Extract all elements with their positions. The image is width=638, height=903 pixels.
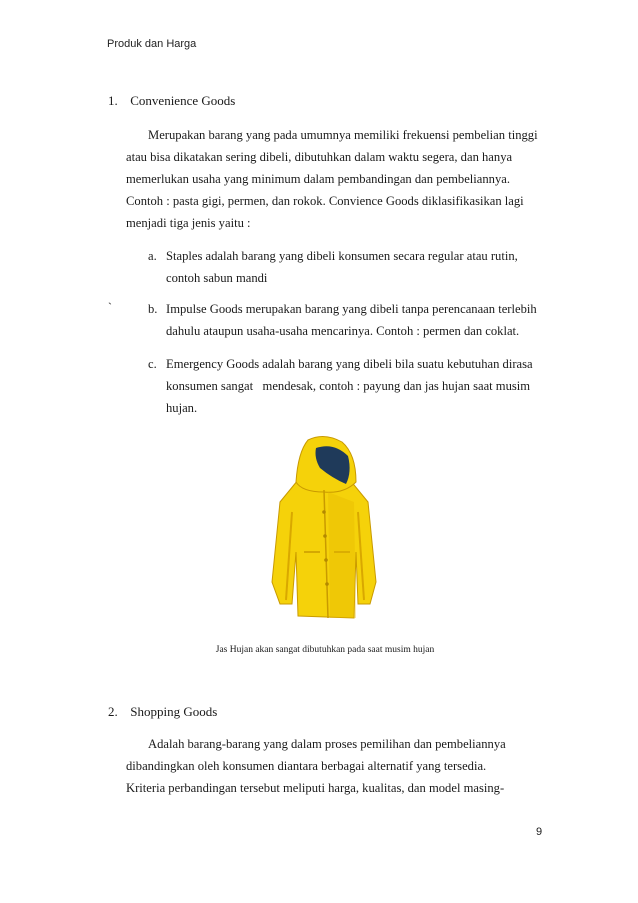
para-line: menjadi tiga jenis yaitu : <box>126 216 251 230</box>
list-item-c <box>148 353 558 419</box>
page-number: 9 <box>536 826 543 838</box>
para-line: Kriteria perbandingan tersebut meliputi harga, kualitas, dan model masing- <box>126 781 505 795</box>
section-1-paragraph <box>126 124 556 234</box>
list-line: Impulse Goods merupakan barang yang dibeli tanpa perencanaan terlebih <box>166 302 537 316</box>
list-line: dahulu ataupun usaha-usaha mencarinya. Contoh : permen dan coklat. <box>166 324 520 338</box>
list-line: konsumen sangat mendesak, contoh : payung dan jas hujan saat musim <box>166 379 531 393</box>
section-1-heading <box>108 93 235 109</box>
raincoat-image <box>258 432 388 622</box>
list-letter: c. <box>148 357 157 371</box>
list-line: hujan. <box>166 401 198 415</box>
stray-mark: ` <box>108 300 112 314</box>
para-line: Adalah barang-barang yang dalam proses pemilihan dan pembeliannya <box>148 737 506 751</box>
section-1-title: Convenience Goods <box>130 93 236 108</box>
section-2-number: 2. <box>108 704 118 719</box>
list-item-b <box>148 298 558 342</box>
para-line: atau bisa dikatakan sering dibeli, dibutuhkan dalam waktu segera, dan hanya <box>126 150 513 164</box>
list-item-a <box>148 245 558 289</box>
section-2-title: Shopping Goods <box>130 704 218 719</box>
para-line: Merupakan barang yang pada umumnya memiliki frekuensi pembelian tinggi <box>148 128 538 142</box>
para-line: Contoh : pasta gigi, permen, dan rokok. Convience Goods diklasifikasikan lagi <box>126 194 524 208</box>
raincoat-illustration <box>258 432 388 622</box>
section-2-heading <box>108 704 217 720</box>
section-2-paragraph <box>126 733 566 799</box>
list-line: Staples adalah barang yang dibeli konsumen secara regular atau rutin, <box>166 249 518 263</box>
list-line: Emergency Goods adalah barang yang dibeli bila suatu kebutuhan dirasa <box>166 357 533 371</box>
section-1-number: 1. <box>108 93 118 108</box>
running-header: Produk dan Harga <box>107 38 197 50</box>
list-letter: b. <box>148 302 158 316</box>
para-line: memerlukan usaha yang minimum dalam pembandingan dan pembeliannya. <box>126 172 510 186</box>
figure-caption: Jas Hujan akan sangat dibutuhkan pada saat musim hujan <box>215 645 435 655</box>
list-letter: a. <box>148 249 157 263</box>
para-line: dibandingkan oleh konsumen diantara berbagai alternatif yang tersedia. <box>126 759 487 773</box>
list-line: contoh sabun mandi <box>166 271 268 285</box>
